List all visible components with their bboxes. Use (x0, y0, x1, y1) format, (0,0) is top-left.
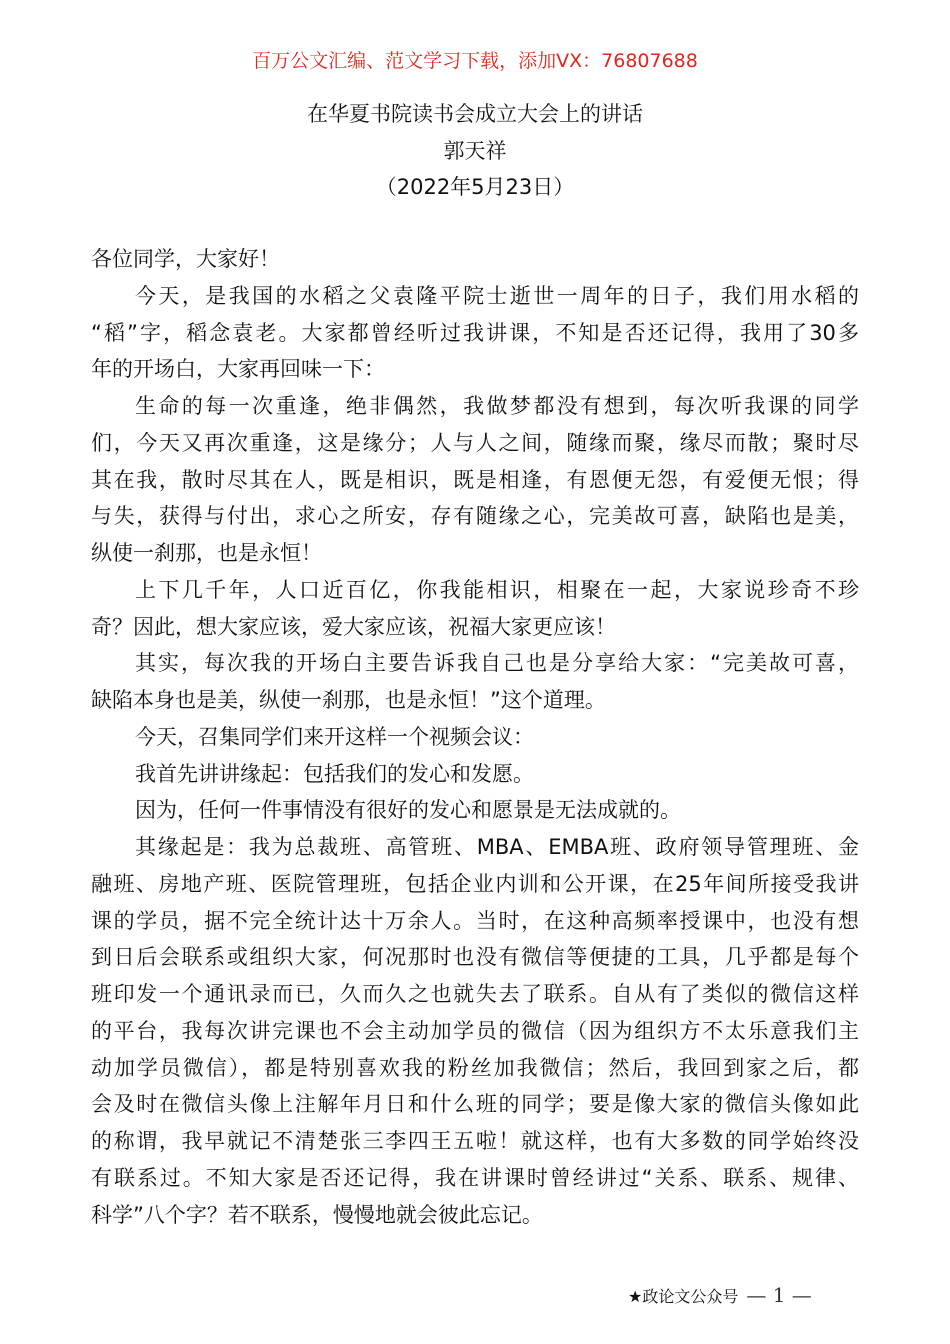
text-line: 缺陷本身也是美，纵使一刹那，也是永恒！”这个道理。 (91, 688, 606, 712)
paragraph (91, 645, 859, 719)
text-line: 融班、房地产班、医院管理班，包括企业内训和公开课，在25年间所接受我讲 (91, 871, 859, 896)
document-author: 郭天祥 (443, 139, 507, 163)
text-line: 其缘起是：我为总裁班、高管班、MBA、EMBA班、政府领导管理班、金 (135, 835, 859, 859)
text-line: 因为，任何一件事情没有很好的发心和愿景是无法成就的。 (135, 798, 681, 823)
text-line: 生命的每一次重逢，绝非偶然，我做梦都没有想到，每次听我课的同学 (135, 394, 859, 418)
paragraph (91, 388, 859, 572)
header-banner: 百万公文汇编、范文学习下载，添加VX：76807688 (252, 50, 698, 72)
text-line: 科学”八个字？若不联系，慢慢地就会彼此忘记。 (91, 1202, 543, 1227)
text-line: 班印发一个通讯录而已，久而久之也就失去了联系。自从有了类似的微信这样 (91, 982, 859, 1006)
text-line: 奇？因此，想大家应该，爱大家应该，祝福大家更应该！ (91, 614, 616, 639)
text-line: 其实，每次我的开场白主要告诉我自己也是分享给大家：“完美故可喜， (135, 651, 859, 676)
text-line: 动加学员微信），都是特别喜欢我的粉丝加我微信；然后，我回到家之后，都 (91, 1055, 859, 1080)
text-line: 会及时在微信头像上注解年月日和什么班的同学；要是像大家的微信头像如此 (91, 1092, 859, 1117)
text-line: 课的学员，据不完全统计达十万余人。当时，在这种高频率授课中，也没有想 (91, 908, 859, 933)
text-line: 我首先讲讲缘起：包括我们的发心和发愿。 (135, 761, 534, 786)
paragraph (91, 719, 859, 756)
text-line: 与失，获得与付出，求心之所安，存有随缘之心，完美故可喜，缺陷也是美， (91, 504, 859, 529)
text-line: 到日后会联系或组织大家，何况那时也没有微信等便捷的工具，几乎都是每个 (91, 945, 859, 970)
text-line: 年的开场白，大家再回味一下： (91, 357, 385, 382)
text-line: 今天，是我国的水稻之父袁隆平院士逝世一周年的日子，我们用水稻的 (135, 283, 859, 308)
document-body (91, 241, 859, 1233)
document-date: （2022年5月23日） (375, 175, 575, 199)
paragraph (91, 792, 859, 829)
text-line: 各位同学，大家好！ (91, 247, 280, 271)
text-line: 纵使一刹那，也是永恒！ (91, 541, 322, 565)
text-line: 有联系过。不知大家是否还记得，我在讲课时曾经讲过“关系、联系、规律、 (91, 1165, 859, 1190)
paragraph (91, 572, 859, 646)
page-footer (628, 1283, 812, 1307)
footer-source: ★政论文公众号 (628, 1286, 739, 1306)
text-line: 的称谓，我早就记不清楚张三李四王五啦！就这样，也有大多数的同学始终没 (91, 1129, 859, 1153)
text-line: 们，今天又再次重逢，这是缘分；人与人之间，随缘而聚，缘尽而散；聚时尽 (91, 430, 859, 455)
text-line: 的平台，我每次讲完课也不会主动加学员的微信（因为组织方不太乐意我们主 (91, 1018, 859, 1043)
text-line: 今天，召集同学们来开这样一个视频会议： (135, 724, 534, 749)
page-number: — 1 — (746, 1283, 812, 1307)
paragraph (91, 829, 859, 1233)
paragraph (91, 278, 859, 388)
text-line: 其在我，散时尽其在人，既是相识，既是相逢，有恩便无怨，有爱便无恨；得 (91, 467, 859, 492)
paragraph (91, 756, 859, 793)
text-line: 上下几千年，人口近百亿，你我能相识，相聚在一起，大家说珍奇不珍 (135, 577, 859, 602)
document-title: 在华夏书院读书会成立大会上的讲话 (307, 102, 643, 126)
text-line: “稻”字，稻念袁老。大家都曾经听过我讲课，不知是否还记得，我用了30多 (91, 320, 859, 345)
paragraph (91, 241, 859, 278)
